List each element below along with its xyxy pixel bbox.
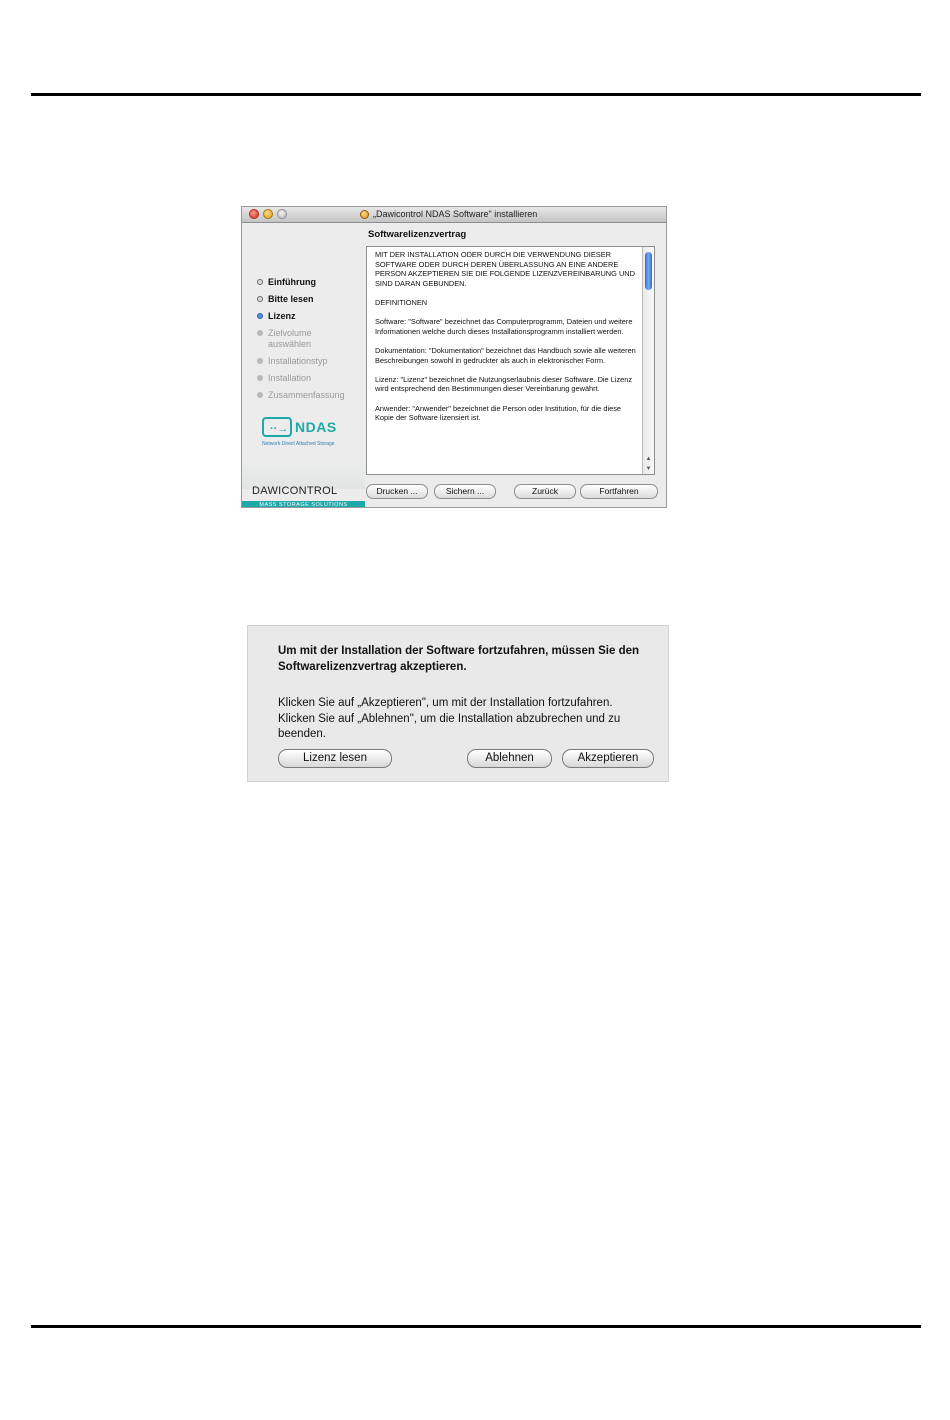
license-paragraph: Software: "Software" bezeichnet das Computerprogramm, Dateien und weitere Informationen welche durch dieses Installationsprogramm installiert werden. xyxy=(375,317,633,336)
ndas-logo xyxy=(262,417,354,459)
ndas-logo-subtitle: Network Direct Attached Storage xyxy=(262,441,335,447)
read-license-button[interactable]: Lizenz lesen xyxy=(278,749,392,768)
step-item-zusammenfassung xyxy=(257,390,345,401)
dawicontrol-logo-text: DAWICONTROL xyxy=(252,485,338,497)
title-bar[interactable] xyxy=(242,207,666,223)
back-button[interactable]: Zurück xyxy=(514,484,576,499)
step-list xyxy=(257,277,345,407)
license-text-area[interactable] xyxy=(366,246,655,475)
close-window-icon[interactable] xyxy=(249,209,259,219)
accept-button[interactable]: Akzeptieren xyxy=(562,749,654,768)
scroll-up-arrow-icon[interactable]: ▲ xyxy=(645,456,652,462)
scroll-down-arrow-icon[interactable]: ▼ xyxy=(645,466,652,472)
print-button[interactable]: Drucken ... xyxy=(366,484,428,499)
license-paragraph: DEFINITIONEN xyxy=(375,297,428,307)
step-item-einfuehrung xyxy=(257,277,345,288)
dialog-heading: Um mit der Installation der Software fortzufahren, müssen Sie den Softwarelizenzvertrag akzeptieren. xyxy=(278,645,640,673)
dawicontrol-tagline: MASS STORAGE SOLUTIONS xyxy=(259,502,348,508)
step-bullet-icon xyxy=(257,313,263,319)
step-bullet-icon xyxy=(257,392,263,398)
step-label: Lizenz xyxy=(268,311,296,321)
step-bullet-icon xyxy=(257,296,263,302)
step-bullet-icon xyxy=(257,330,263,336)
step-item-zielvolume xyxy=(257,328,328,350)
license-paragraph: Dokumentation: "Dokumentation" bezeichnet das Handbuch sowie alle weiteren Beschreibungen sowohl in gedruckter als auch in elektronischer Form. xyxy=(375,345,636,365)
step-bullet-icon xyxy=(257,279,263,285)
step-bullet-icon xyxy=(257,375,263,381)
ndas-logo-text: NDAS xyxy=(295,419,337,435)
step-bullet-icon xyxy=(257,358,263,364)
step-label: Zielvolume auswählen xyxy=(268,328,312,349)
dialog-body xyxy=(278,696,658,743)
step-item-lizenz xyxy=(257,311,345,322)
step-label: Einführung xyxy=(268,277,316,287)
ndas-arrow-icon: ··→ xyxy=(262,417,292,437)
license-dialog xyxy=(247,625,669,782)
footer-rule xyxy=(31,1325,921,1328)
section-title: Softwarelizenzvertrag xyxy=(368,229,467,240)
step-label: Installationstyp xyxy=(268,356,328,366)
window-title: „Dawicontrol NDAS Software" installieren xyxy=(373,209,538,219)
step-item-installationstyp xyxy=(257,356,345,367)
license-paragraph: MIT DER INSTALLATION ODER DURCH DIE VERWENDUNG DIESER SOFTWARE ODER DURCH DEREN ÜBERLASSUNG AN EINE ANDERE PERSON AKZEPTIEREN SIE DIE FOLGENDE LIZENZVEREINBARUNG UND SIND DARAN GEBUNDEN. xyxy=(375,250,635,288)
step-label: Zusammenfassung xyxy=(268,390,345,400)
installer-sidebar xyxy=(242,223,365,508)
step-item-bitte-lesen xyxy=(257,294,345,305)
dawicontrol-logo xyxy=(242,483,365,508)
package-icon xyxy=(360,210,369,219)
license-scrollbar[interactable] xyxy=(642,247,654,474)
step-item-installation xyxy=(257,373,345,384)
license-paragraph: Anwender: "Anwender" bezeichnet die Person oder Institution, für die diese Kopie der Software lizensiert ist. xyxy=(375,403,622,423)
scroll-thumb[interactable] xyxy=(645,252,652,290)
minimize-window-icon[interactable] xyxy=(263,209,273,219)
installer-window xyxy=(241,206,667,508)
dialog-line-decline: Klicken Sie auf „Ablehnen", um die Installation abzubrechen und zu beenden. xyxy=(278,712,621,740)
license-paragraph: Lizenz: "Lizenz" bezeichnet die Nutzungserlaubnis dieser Software. Die Lizenz wird entsprechend den Bestimmungen dieser Vereinbarung gewährt. xyxy=(375,374,633,394)
step-label: Installation xyxy=(268,373,312,383)
dialog-line-accept: Klicken Sie auf „Akzeptieren", um mit der Installation fortzufahren. xyxy=(278,697,613,709)
continue-button[interactable]: Fortfahren xyxy=(580,484,658,499)
save-button[interactable]: Sichern ... xyxy=(434,484,496,499)
header-rule xyxy=(31,93,921,96)
step-label: Bitte lesen xyxy=(268,294,314,304)
license-text xyxy=(375,250,640,432)
decline-button[interactable]: Ablehnen xyxy=(467,749,552,768)
zoom-window-icon[interactable] xyxy=(277,209,287,219)
